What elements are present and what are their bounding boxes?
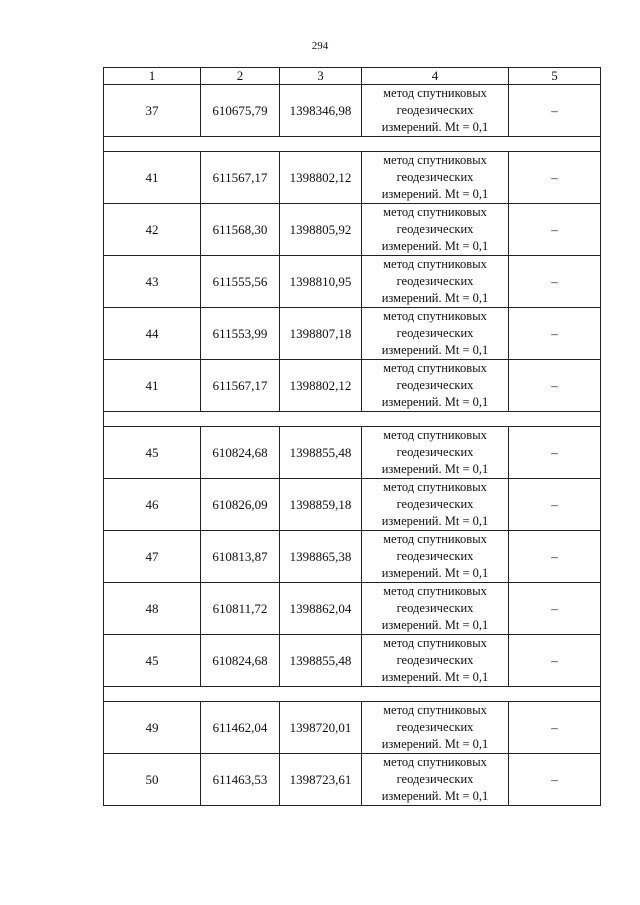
- point-number-cell: 42: [104, 204, 201, 256]
- coordinates-table: [103, 67, 601, 806]
- method-cell: [362, 531, 509, 583]
- method-line: геодезических: [396, 103, 474, 117]
- x-coordinate-cell: 610824,68: [201, 635, 280, 687]
- point-number-cell: 50: [104, 754, 201, 806]
- table-row: [104, 152, 601, 204]
- x-coordinate-cell: 611568,30: [201, 204, 280, 256]
- point-number-cell: 44: [104, 308, 201, 360]
- table-row: [104, 204, 601, 256]
- point-number-cell: 41: [104, 152, 201, 204]
- method-line: метод спутниковых: [383, 532, 487, 546]
- table-row: [104, 583, 601, 635]
- method-cell: [362, 702, 509, 754]
- separator-cell: [104, 412, 601, 427]
- note-cell: –: [509, 635, 601, 687]
- y-coordinate-cell: 1398802,12: [280, 360, 362, 412]
- method-line: метод спутниковых: [383, 428, 487, 442]
- method-cell: [362, 256, 509, 308]
- method-line: геодезических: [396, 497, 474, 511]
- method-line: измерений. Mt = 0,1: [381, 395, 489, 409]
- method-line: геодезических: [396, 720, 474, 734]
- x-coordinate-cell: 610813,87: [201, 531, 280, 583]
- table-row: [104, 754, 601, 806]
- x-coordinate-cell: 610824,68: [201, 427, 280, 479]
- header-row: [104, 68, 601, 85]
- point-number-cell: 48: [104, 583, 201, 635]
- separator-row: [104, 687, 601, 702]
- note-cell: –: [509, 85, 601, 137]
- y-coordinate-cell: 1398807,18: [280, 308, 362, 360]
- point-number-cell: 37: [104, 85, 201, 137]
- method-line: метод спутниковых: [383, 205, 487, 219]
- method-line: измерений. Mt = 0,1: [381, 566, 489, 580]
- note-cell: –: [509, 256, 601, 308]
- method-line: геодезических: [396, 378, 474, 392]
- note-cell: –: [509, 754, 601, 806]
- table-body: [104, 68, 601, 806]
- method-cell: [362, 360, 509, 412]
- method-line: геодезических: [396, 222, 474, 236]
- method-line: метод спутниковых: [383, 755, 487, 769]
- header-cell-2: 2: [201, 68, 280, 85]
- header-cell-5: 5: [509, 68, 601, 85]
- table-row: [104, 256, 601, 308]
- method-cell: [362, 152, 509, 204]
- y-coordinate-cell: 1398855,48: [280, 427, 362, 479]
- method-line: геодезических: [396, 653, 474, 667]
- separator-row: [104, 137, 601, 152]
- method-line: измерений. Mt = 0,1: [381, 343, 489, 357]
- method-cell: [362, 204, 509, 256]
- x-coordinate-cell: 610675,79: [201, 85, 280, 137]
- method-line: измерений. Mt = 0,1: [381, 789, 489, 803]
- x-coordinate-cell: 611567,17: [201, 360, 280, 412]
- table-row: [104, 427, 601, 479]
- method-line: геодезических: [396, 274, 474, 288]
- point-number-cell: 45: [104, 635, 201, 687]
- note-cell: –: [509, 531, 601, 583]
- x-coordinate-cell: 610826,09: [201, 479, 280, 531]
- method-line: измерений. Mt = 0,1: [381, 737, 489, 751]
- method-cell: [362, 85, 509, 137]
- point-number-cell: 41: [104, 360, 201, 412]
- method-line: геодезических: [396, 326, 474, 340]
- y-coordinate-cell: 1398862,04: [280, 583, 362, 635]
- note-cell: –: [509, 583, 601, 635]
- separator-cell: [104, 137, 601, 152]
- method-line: геодезических: [396, 170, 474, 184]
- x-coordinate-cell: 610811,72: [201, 583, 280, 635]
- method-line: метод спутниковых: [383, 86, 487, 100]
- point-number-cell: 49: [104, 702, 201, 754]
- method-line: геодезических: [396, 601, 474, 615]
- method-cell: [362, 479, 509, 531]
- method-line: метод спутниковых: [383, 257, 487, 271]
- method-cell: [362, 583, 509, 635]
- method-line: геодезических: [396, 772, 474, 786]
- y-coordinate-cell: 1398346,98: [280, 85, 362, 137]
- method-line: геодезических: [396, 549, 474, 563]
- point-number-cell: 47: [104, 531, 201, 583]
- method-line: измерений. Mt = 0,1: [381, 514, 489, 528]
- method-line: метод спутниковых: [383, 636, 487, 650]
- method-line: измерений. Mt = 0,1: [381, 239, 489, 253]
- x-coordinate-cell: 611463,53: [201, 754, 280, 806]
- table-row: [104, 531, 601, 583]
- y-coordinate-cell: 1398805,92: [280, 204, 362, 256]
- note-cell: –: [509, 204, 601, 256]
- method-line: измерений. Mt = 0,1: [381, 291, 489, 305]
- x-coordinate-cell: 611553,99: [201, 308, 280, 360]
- method-line: геодезических: [396, 445, 474, 459]
- x-coordinate-cell: 611567,17: [201, 152, 280, 204]
- y-coordinate-cell: 1398855,48: [280, 635, 362, 687]
- point-number-cell: 43: [104, 256, 201, 308]
- note-cell: –: [509, 360, 601, 412]
- method-line: метод спутниковых: [383, 584, 487, 598]
- method-line: измерений. Mt = 0,1: [381, 462, 489, 476]
- method-line: метод спутниковых: [383, 309, 487, 323]
- point-number-cell: 46: [104, 479, 201, 531]
- y-coordinate-cell: 1398723,61: [280, 754, 362, 806]
- method-cell: [362, 427, 509, 479]
- header-cell-3: 3: [280, 68, 362, 85]
- y-coordinate-cell: 1398859,18: [280, 479, 362, 531]
- x-coordinate-cell: 611462,04: [201, 702, 280, 754]
- method-line: измерений. Mt = 0,1: [381, 120, 489, 134]
- separator-row: [104, 412, 601, 427]
- table-row: [104, 702, 601, 754]
- method-line: измерений. Mt = 0,1: [381, 670, 489, 684]
- note-cell: –: [509, 427, 601, 479]
- y-coordinate-cell: 1398720,01: [280, 702, 362, 754]
- method-cell: [362, 754, 509, 806]
- x-coordinate-cell: 611555,56: [201, 256, 280, 308]
- y-coordinate-cell: 1398802,12: [280, 152, 362, 204]
- y-coordinate-cell: 1398865,38: [280, 531, 362, 583]
- separator-cell: [104, 687, 601, 702]
- table-row: [104, 85, 601, 137]
- note-cell: –: [509, 702, 601, 754]
- page-number: 294: [311, 40, 329, 52]
- method-line: измерений. Mt = 0,1: [381, 618, 489, 632]
- method-line: метод спутниковых: [383, 361, 487, 375]
- method-line: измерений. Mt = 0,1: [381, 187, 489, 201]
- method-cell: [362, 308, 509, 360]
- method-cell: [362, 635, 509, 687]
- table-row: [104, 635, 601, 687]
- header-cell-4: 4: [362, 68, 509, 85]
- point-number-cell: 45: [104, 427, 201, 479]
- note-cell: –: [509, 479, 601, 531]
- table-row: [104, 360, 601, 412]
- table-row: [104, 308, 601, 360]
- note-cell: –: [509, 152, 601, 204]
- method-line: метод спутниковых: [383, 703, 487, 717]
- table-row: [104, 479, 601, 531]
- header-cell-1: 1: [104, 68, 201, 85]
- method-line: метод спутниковых: [383, 153, 487, 167]
- y-coordinate-cell: 1398810,95: [280, 256, 362, 308]
- method-line: метод спутниковых: [383, 480, 487, 494]
- note-cell: –: [509, 308, 601, 360]
